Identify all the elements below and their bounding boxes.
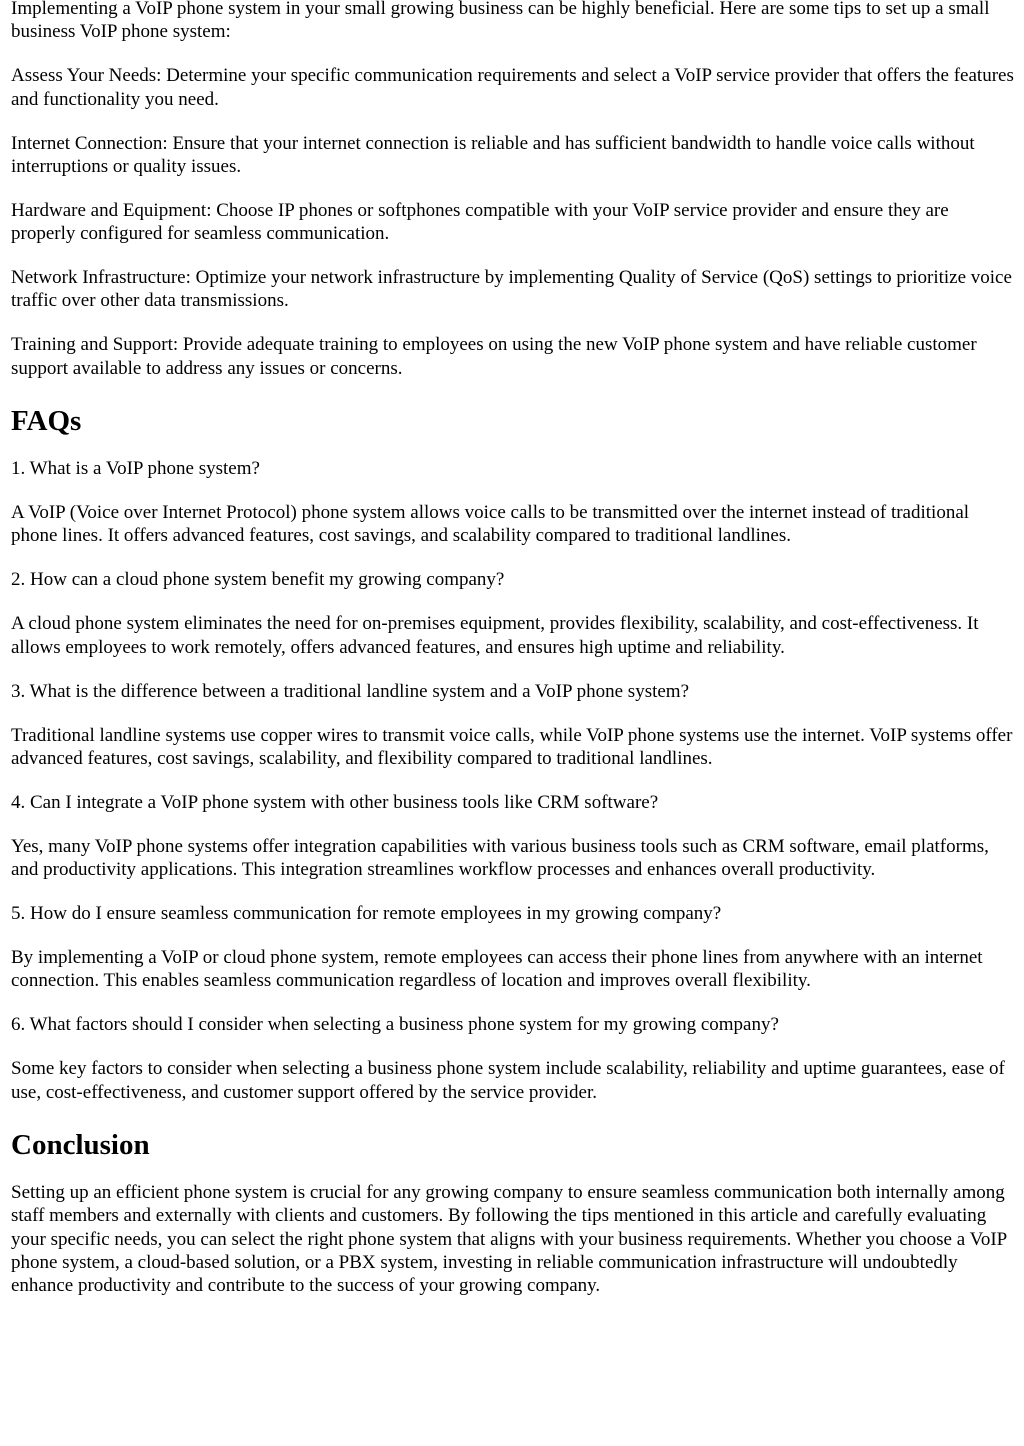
- conclusion-paragraph: Setting up an efficient phone system is crucial for any growing company to ensure seamless communication both internally among staff members and externally with clients and customers. By following the tips mentioned in this article and carefully evaluating your specific needs, you can select the right phone system that aligns with your business requirements. Whether you choose a VoIP phone system, a cloud-based solution, or a PBX system, investing in reliable communication infrastructure will undoubtedly enhance productivity and contribute to the success of your growing company.: [11, 1181, 1007, 1297]
- faq-question: 6. What factors should I consider when selecting a business phone system for my growing company?: [11, 1014, 779, 1036]
- faq-answer: A VoIP (Voice over Internet Protocol) phone system allows voice calls to be transmitted over the internet instead of traditional phone lines. It offers advanced features, cost savings, and scalability compared to traditional landlines.: [11, 501, 970, 547]
- faq-answer: A cloud phone system eliminates the need for on-premises equipment, provides flexibility, scalability, and cost-effectiveness. It allows employees to work remotely, offers advanced features, and ensures high uptime and reliability.: [11, 613, 979, 658]
- faq-question: 1. What is a VoIP phone system?: [11, 458, 260, 479]
- faq-answer: By implementing a VoIP or cloud phone system, remote employees can access their phone lines from anywhere with an internet connection. This enables seamless communication regardless of location and improves overall flexibility.: [11, 947, 983, 992]
- faq-question: 4. Can I integrate a VoIP phone system with other business tools like CRM software?: [11, 791, 659, 813]
- faq-question: 2. How can a cloud phone system benefit my growing company?: [11, 569, 505, 591]
- tip-hardware-equipment: Hardware and Equipment: Choose IP phones or softphones compatible with your VoIP service provider and ensure they are properly configured for seamless communication.: [11, 199, 949, 245]
- tip-training-support: Training and Support: Provide adequate training to employees on using the new VoIP phone system and have reliable customer support available to address any issues or concerns.: [11, 334, 977, 379]
- tip-network-infrastructure: Network Infrastructure: Optimize your network infrastructure by implementing Quality of Service (QoS) settings to prioritize voice traffic over other data transmissions.: [11, 267, 1012, 312]
- faq-answer: Traditional landline systems use copper wires to transmit voice calls, while VoIP phone systems use the internet. VoIP systems offer advanced features, cost savings, scalability, and flexibility compared to traditional landlines.: [11, 724, 1013, 769]
- conclusion-heading: Conclusion: [11, 1128, 150, 1161]
- faq-question: 3. What is the difference between a traditional landline system and a VoIP phone system?: [11, 680, 690, 702]
- faq-question: 5. How do I ensure seamless communication for remote employees in my growing company?: [11, 903, 722, 925]
- intro-paragraph: Implementing a VoIP phone system in your small growing business can be highly beneficial. Here are some tips to set up a small business VoIP phone system:: [11, 0, 990, 43]
- faq-answer: Yes, many VoIP phone systems offer integration capabilities with various business tools such as CRM software, email platforms, and productivity applications. This integration streamlines workflow processes and enhances overall productivity.: [11, 835, 989, 881]
- faq-answer: Some key factors to consider when selecting a business phone system include scalability, reliability and uptime guarantees, ease of use, cost-effectiveness, and customer support offered by the service provider.: [11, 1058, 1005, 1103]
- tip-assess-needs: Assess Your Needs: Determine your specific communication requirements and select a VoIP service provider that offers the features and functionality you need.: [11, 65, 1014, 110]
- faqs-heading: FAQs: [11, 405, 82, 437]
- tip-internet-connection: Internet Connection: Ensure that your internet connection is reliable and has sufficient bandwidth to handle voice calls without interruptions or quality issues.: [11, 132, 975, 177]
